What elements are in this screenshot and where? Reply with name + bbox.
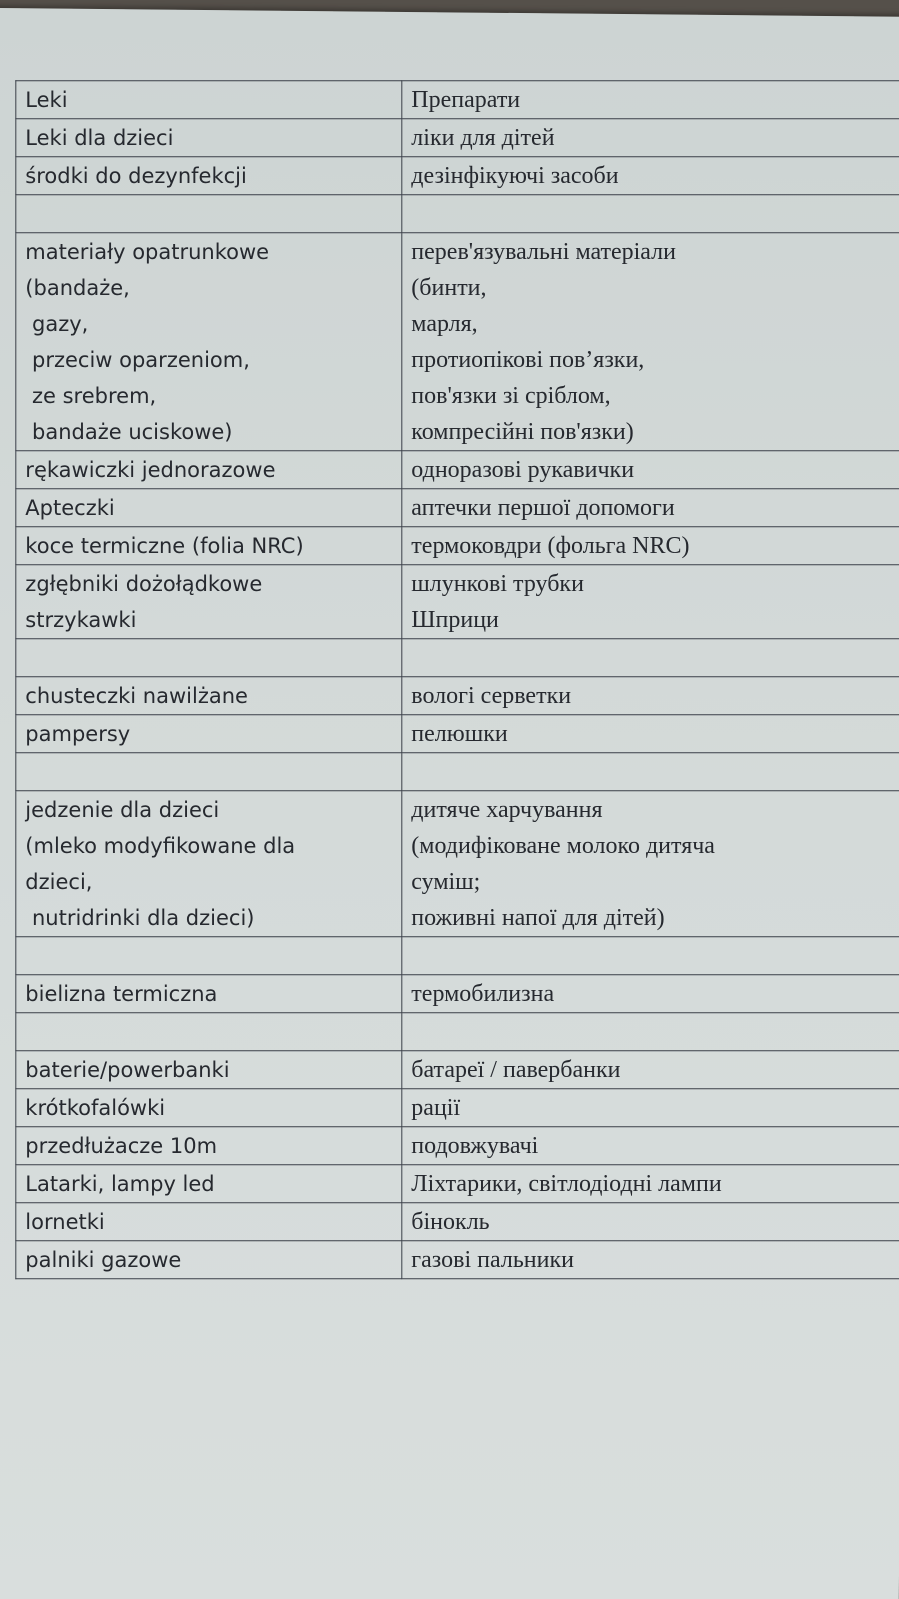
polish-cell: rękawiczki jednorazowe <box>16 451 402 489</box>
table-row <box>16 157 899 195</box>
table-row <box>16 791 899 937</box>
ukrainian-cell <box>402 1013 899 1051</box>
ukrainian-cell: вологі серветки <box>402 677 899 715</box>
ukrainian-cell: дитяче харчування (модифіковане молоко дитяча суміш; поживні напої для дітей) <box>402 791 899 937</box>
polish-cell: przedłużacze 10m <box>16 1127 402 1165</box>
table-row <box>16 527 899 565</box>
table-row <box>16 233 899 451</box>
table-row <box>16 1127 899 1165</box>
polish-cell <box>16 639 402 677</box>
polish-cell <box>16 753 402 791</box>
translation-table-body <box>16 81 899 1279</box>
table-row <box>16 489 899 527</box>
table-row-empty <box>16 1013 899 1051</box>
paper-sheet <box>0 8 899 1599</box>
ukrainian-cell: аптечки першої допомоги <box>402 489 899 527</box>
polish-cell: koce termiczne (folia NRC) <box>16 527 402 565</box>
polish-cell: lornetki <box>16 1203 402 1241</box>
ukrainian-cell: дезінфікуючі засоби <box>402 157 899 195</box>
polish-cell: Leki dla dzieci <box>16 119 402 157</box>
polish-cell: Latarki, lampy led <box>16 1165 402 1203</box>
ukrainian-cell: Препарати <box>402 81 899 119</box>
polish-cell <box>16 195 402 233</box>
polish-cell <box>16 937 402 975</box>
ukrainian-cell: батареї / павербанки <box>402 1051 899 1089</box>
table-row <box>16 81 899 119</box>
table-row <box>16 1203 899 1241</box>
ukrainian-cell: подовжувачі <box>402 1127 899 1165</box>
ukrainian-cell: газові пальники <box>402 1241 899 1279</box>
polish-cell: zgłębniki dożołądkowe strzykawki <box>16 565 402 639</box>
polish-cell: pampersy <box>16 715 402 753</box>
table-row-empty <box>16 937 899 975</box>
ukrainian-cell <box>402 195 899 233</box>
polish-cell: bielizna termiczna <box>16 975 402 1013</box>
polish-cell: jedzenie dla dzieci (mleko modyfikowane dla dzieci, nutridrinki dla dzieci) <box>16 791 402 937</box>
polish-cell: Apteczki <box>16 489 402 527</box>
polish-cell: środki do dezynfekcji <box>16 157 402 195</box>
polish-cell: materiały opatrunkowe (bandaże, gazy, przeciw oparzeniom, ze srebrem, bandaże uciskowe) <box>16 233 402 451</box>
ukrainian-cell: Ліхтарики, світлодіодні лампи <box>402 1165 899 1203</box>
polish-cell: baterie/powerbanki <box>16 1051 402 1089</box>
ukrainian-cell: пелюшки <box>402 715 899 753</box>
table-row <box>16 1241 899 1279</box>
table-row-empty <box>16 195 899 233</box>
ukrainian-cell <box>402 753 899 791</box>
table-row <box>16 975 899 1013</box>
translation-table <box>15 80 899 1279</box>
polish-cell: Leki <box>16 81 402 119</box>
table-row <box>16 1089 899 1127</box>
table-row <box>16 119 899 157</box>
table-row <box>16 715 899 753</box>
ukrainian-cell <box>402 937 899 975</box>
ukrainian-cell: рації <box>402 1089 899 1127</box>
table-row <box>16 677 899 715</box>
ukrainian-cell: термобилизна <box>402 975 899 1013</box>
ukrainian-cell <box>402 639 899 677</box>
table-row-empty <box>16 753 899 791</box>
polish-cell: krótkofalówki <box>16 1089 402 1127</box>
polish-cell <box>16 1013 402 1051</box>
table-row <box>16 565 899 639</box>
polish-cell: chusteczki nawilżane <box>16 677 402 715</box>
table-row <box>16 451 899 489</box>
ukrainian-cell: одноразові рукавички <box>402 451 899 489</box>
ukrainian-cell: перев'язувальні матеріали (бинти, марля, протиопікові пов’язки, пов'язки зі сріблом, компресійні пов'язки) <box>402 233 899 451</box>
table-row <box>16 1165 899 1203</box>
table-row <box>16 1051 899 1089</box>
ukrainian-cell: термоковдри (фольга NRC) <box>402 527 899 565</box>
ukrainian-cell: шлункові трубки Шприци <box>402 565 899 639</box>
ukrainian-cell: ліки для дітей <box>402 119 899 157</box>
polish-cell: palniki gazowe <box>16 1241 402 1279</box>
table-row-empty <box>16 639 899 677</box>
ukrainian-cell: бінокль <box>402 1203 899 1241</box>
